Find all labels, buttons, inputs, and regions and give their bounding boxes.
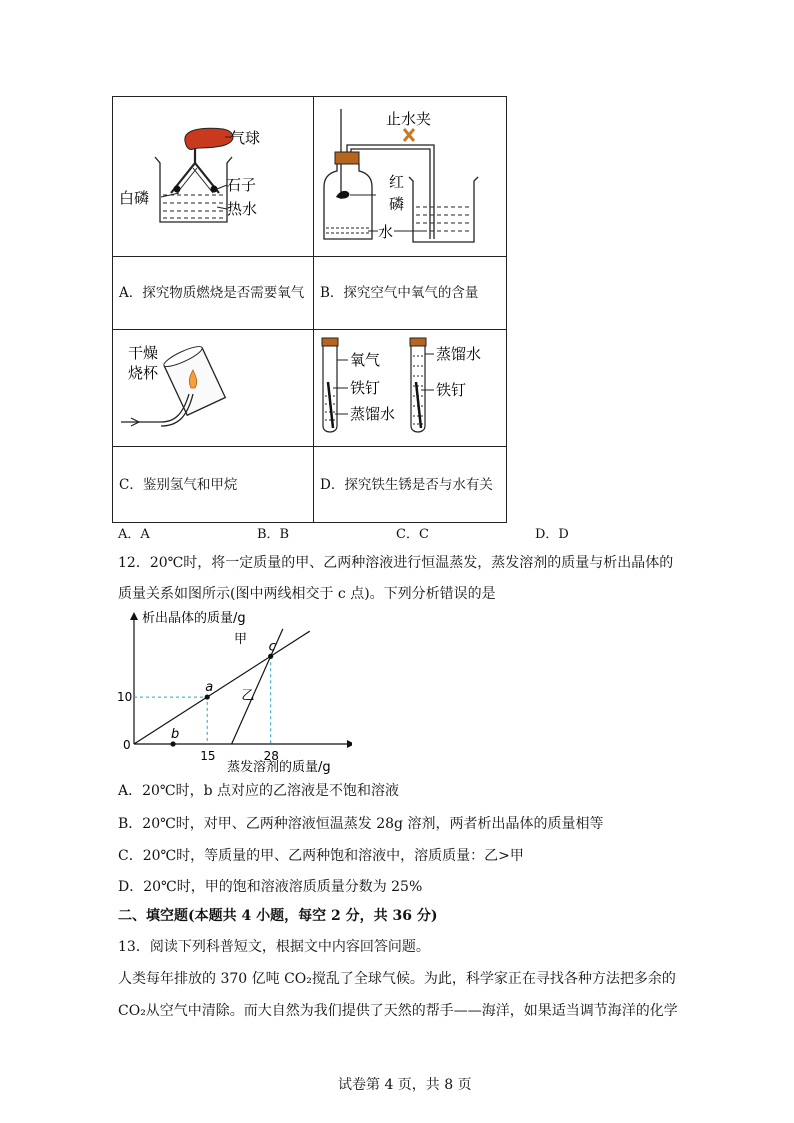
- q12-option-c: C．20℃时，等质量的甲、乙两种饱和溶液中，溶质质量：乙>甲: [118, 848, 524, 864]
- label-dry: 干燥: [128, 344, 159, 362]
- point-b: [170, 741, 175, 746]
- choice-a: A．A: [118, 527, 150, 542]
- label-hot-water: 热水: [227, 200, 258, 218]
- series-jia-label: 甲: [234, 632, 248, 648]
- x-tick-label: 0: [123, 738, 131, 752]
- label-distilled-water-2: 蒸馏水: [436, 345, 482, 363]
- figure-cell-a: [113, 97, 314, 257]
- q13-line3: CO₂从空气中清除。而大自然为我们提供了天然的帮手——海洋，如果适当调节海洋的化学: [118, 1003, 678, 1019]
- choice-d: D．D: [535, 527, 569, 542]
- label-clamp: 止水夹: [386, 110, 432, 128]
- option-cell-a: [113, 257, 314, 330]
- label-oxygen: 氧气: [350, 351, 381, 369]
- figure-d: [314, 330, 505, 442]
- q13-line1: 13．阅读下列科普短文，根据文中内容回答问题。: [118, 939, 430, 955]
- point-label-b: b: [171, 727, 180, 742]
- option-b-text: B．探究空气中氧气的含量: [320, 285, 479, 301]
- q12-chart: [112, 606, 352, 776]
- option-a-text: A．探究物质燃烧是否需要氧气: [119, 285, 305, 301]
- x-axis-arrow: [347, 740, 352, 748]
- label-iron-nail-2: 铁钉: [436, 381, 467, 399]
- options-table: [112, 96, 507, 523]
- option-cell-d: [314, 447, 507, 523]
- label-water: 水: [378, 223, 394, 241]
- point-c: [268, 654, 273, 659]
- figure-cell-c: [113, 330, 314, 447]
- y-tick-label: 10: [117, 690, 133, 705]
- point-label-c: c: [268, 639, 276, 655]
- x-axis-label: 蒸发溶剂的质量/g: [227, 760, 331, 775]
- point-label-a: a: [205, 680, 214, 696]
- point-a: [205, 694, 210, 699]
- figure-cell-b: [314, 97, 507, 257]
- choice-c: C．C: [396, 527, 429, 542]
- section-2-heading: 二、填空题(本题共 4 小题，每空 2 分，共 36 分): [118, 908, 438, 924]
- y-axis-label: 析出晶体的质量/g: [142, 611, 246, 626]
- option-cell-c: [113, 447, 314, 523]
- label-distilled-water-1: 蒸馏水: [350, 405, 396, 423]
- q12-option-b: B．20℃时，对甲、乙两种溶液恒温蒸发 28g 溶剂，两者析出晶体的质量相等: [118, 816, 604, 832]
- option-d-text: D．探究铁生锈是否与水有关: [320, 476, 493, 493]
- choice-b: B．B: [257, 527, 290, 542]
- label-white-phosphorus: 白磷: [119, 189, 150, 207]
- label-red: 红: [389, 173, 405, 191]
- label-stone: 石子: [226, 176, 257, 194]
- q12-option-d: D．20℃时，甲的饱和溶液溶质质量分数为 25%: [118, 879, 423, 895]
- figure-cell-d: [314, 330, 507, 447]
- option-cell-b: [314, 257, 507, 330]
- q13-line2: 人类每年排放的 370 亿吨 CO₂搅乱了全球气候。为此，科学家正在寻找各种方法把多余的: [118, 971, 676, 987]
- option-c-text: C．鉴别氢气和甲烷: [119, 476, 238, 493]
- label-phosphorus: 磷: [389, 195, 405, 213]
- label-balloon: 气球: [230, 129, 261, 147]
- x-tick-label: 28: [263, 749, 279, 763]
- figure-b: [314, 97, 505, 252]
- figure-a: [113, 97, 312, 252]
- page-footer: 试卷第 4 页，共 8 页: [338, 1077, 472, 1093]
- label-beaker: 烧杯: [128, 364, 159, 382]
- series-jia-line: [134, 631, 310, 744]
- q12-option-a: A．20℃时，b 点对应的乙溶液是不饱和溶液: [118, 783, 399, 799]
- q12-stem-line1: 12．20℃时，将一定质量的甲、乙两种溶液进行恒温蒸发，蒸发溶剂的质量与析出晶体的: [118, 555, 674, 571]
- y-axis-arrow: [130, 612, 138, 620]
- q12-stem-line2: 质量关系如图所示(图中两线相交于 c 点)。下列分析错误的是: [118, 586, 496, 602]
- x-tick-label: 15: [200, 749, 216, 763]
- figure-c: [113, 330, 312, 442]
- label-iron-nail-1: 铁钉: [350, 379, 381, 397]
- series-yi-label: 乙: [241, 688, 255, 704]
